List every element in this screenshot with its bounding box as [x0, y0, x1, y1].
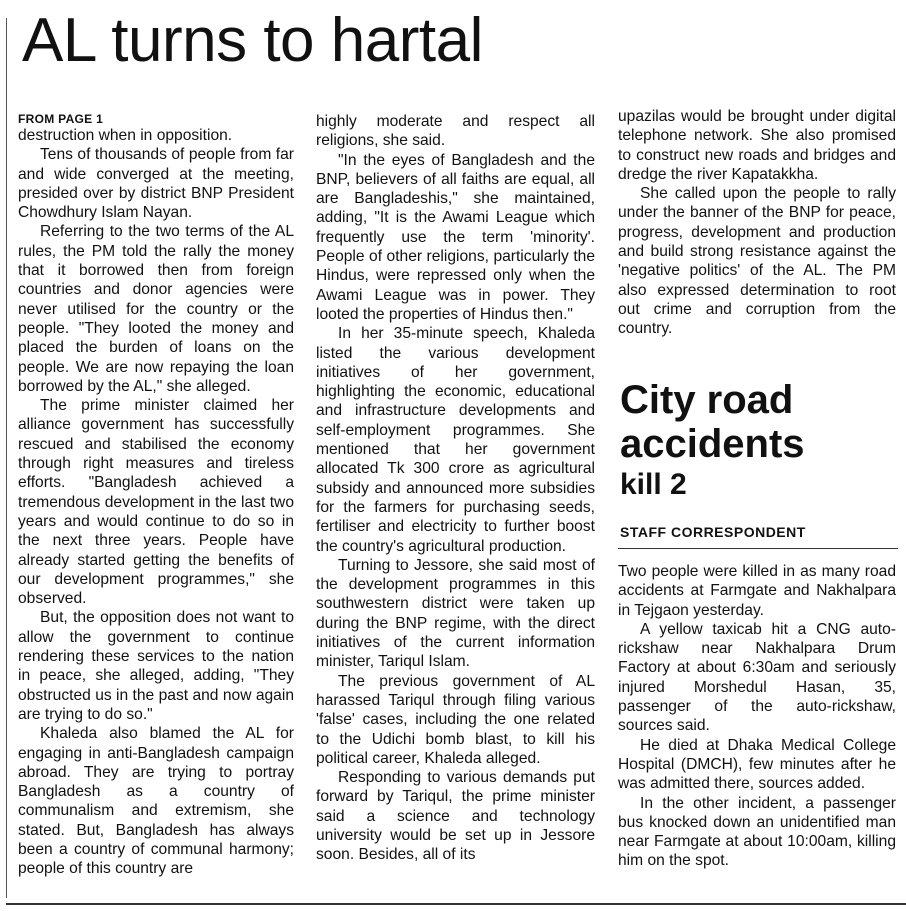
paragraph: destruction when in opposition.: [18, 127, 233, 144]
paragraph: A yellow taxicab hit a CNG auto-rickshaw near Nakhalpara Drum Factory at about 6:30am and seriously injured Morshedul Hasan, 35, passenger of the auto-rickshaw, sources said.: [618, 620, 896, 735]
paragraph: Turning to Jessore, she said most of the development programmes in this southwestern district were taken up during the BNP regime, with the direct initiatives of the current information minister, Tariqul Islam.: [316, 556, 595, 671]
bottom-rule: [6, 903, 906, 905]
left-column-rule: [6, 18, 7, 898]
continuation-label: FROM PAGE 1: [18, 112, 104, 126]
byline: STAFF CORRESPONDENT: [620, 524, 806, 540]
column-2: [316, 112, 595, 865]
secondary-headline-line: City road: [620, 378, 794, 422]
secondary-headline-line: kill 2: [620, 468, 687, 501]
paragraph: In her 35-minute speech, Khaleda listed the various development initiatives of her government, highlighting the economic, educational and infrastructure developments and self-employment programmes. She mentioned that her government allocated Tk 300 crore as agricultural subsidy and announced more subsidies for the farmers for purchasing seeds, fertiliser and electricity to further boost the country's agricultural production.: [316, 325, 595, 555]
paragraph: "In the eyes of Bangladesh and the BNP, believers of all faiths are equal, all are Bangladeshis," she maintained, adding, "It is the Awami League which frequently use the term 'minority'. People of other religions, particularly the Hindus, were repressed only when the Awami League was in power. They looted the properties of Hindus then.": [316, 151, 595, 323]
paragraph: But, the opposition does not want to allow the government to continue rendering these services to the nation in peace, she alleged, adding, "They obstructed us in the past and now again are trying to do so.": [18, 609, 294, 723]
column-1: [18, 112, 294, 879]
secondary-headline-line: accidents: [620, 422, 805, 466]
byline-divider: [618, 548, 898, 549]
paragraph: upazilas would be brought under digital telephone network. She also promised to construct new roads and bridges and dredge the river Kapatakkha.: [618, 108, 896, 183]
paragraph: Two people were killed in as many road accidents at Farmgate and Nakhalpara in Tejgaon yesterday.: [618, 563, 896, 619]
paragraph: Responding to various demands put forward by Tariqul, the prime minister said a science and technology university would be set up in Jessore soon. Besides, all of its: [316, 769, 595, 864]
secondary-headline: [620, 378, 900, 504]
paragraph: She called upon the people to rally under the banner of the BNP for peace, progress, development and production and build strong resistance against the 'negative politics' of the AL. The PM also expressed determination to root out crime and corruption from the country.: [618, 185, 896, 338]
secondary-story-body: [618, 562, 896, 871]
paragraph: highly moderate and respect all religions, she said.: [316, 113, 595, 150]
paragraph: Referring to the two terms of the AL rules, the PM told the rally the money that it borrowed then from foreign countries and donor agencies were never utilised for the country or the people. "They looted the money and placed the burden of loans on the people. We are now repaying the loan borrowed by the AL," she alleged.: [18, 223, 294, 395]
paragraph: He died at Dhaka Medical College Hospital (DMCH), few minutes after he was admitted there, sources added.: [618, 736, 896, 793]
paragraph: The prime minister claimed her alliance government has successfully rescued and stabilised the economy through right measures and tireless efforts. "Bangladesh achieved a tremendous development in the last two years and would continue to do so in the next three years. People have already started getting the benefits of our development programmes," she observed.: [18, 397, 294, 608]
paragraph: Tens of thousands of people from far and wide converged at the meeting, presided over by district BNP President Chowdhury Islam Nayan.: [18, 146, 294, 222]
column-3: [618, 107, 896, 339]
paragraph: The previous government of AL harassed Tariqul through filing various 'false' cases, including the one related to the Udichi bomb blast, to kill his political career, Khaleda alleged.: [316, 672, 595, 767]
main-headline: AL turns to hartal: [22, 6, 483, 75]
paragraph: In the other incident, a passenger bus knocked down an unidentified man near Farmgate at about 10:00am, killing him on the spot.: [618, 794, 896, 870]
paragraph: Khaleda also blamed the AL for engaging in anti-Bangladesh campaign abroad. They are trying to portray Bangladesh as a country of communalism and extremism, she stated. But, Bangladesh has always been a country of communal harmony; people of this country are: [18, 725, 294, 878]
